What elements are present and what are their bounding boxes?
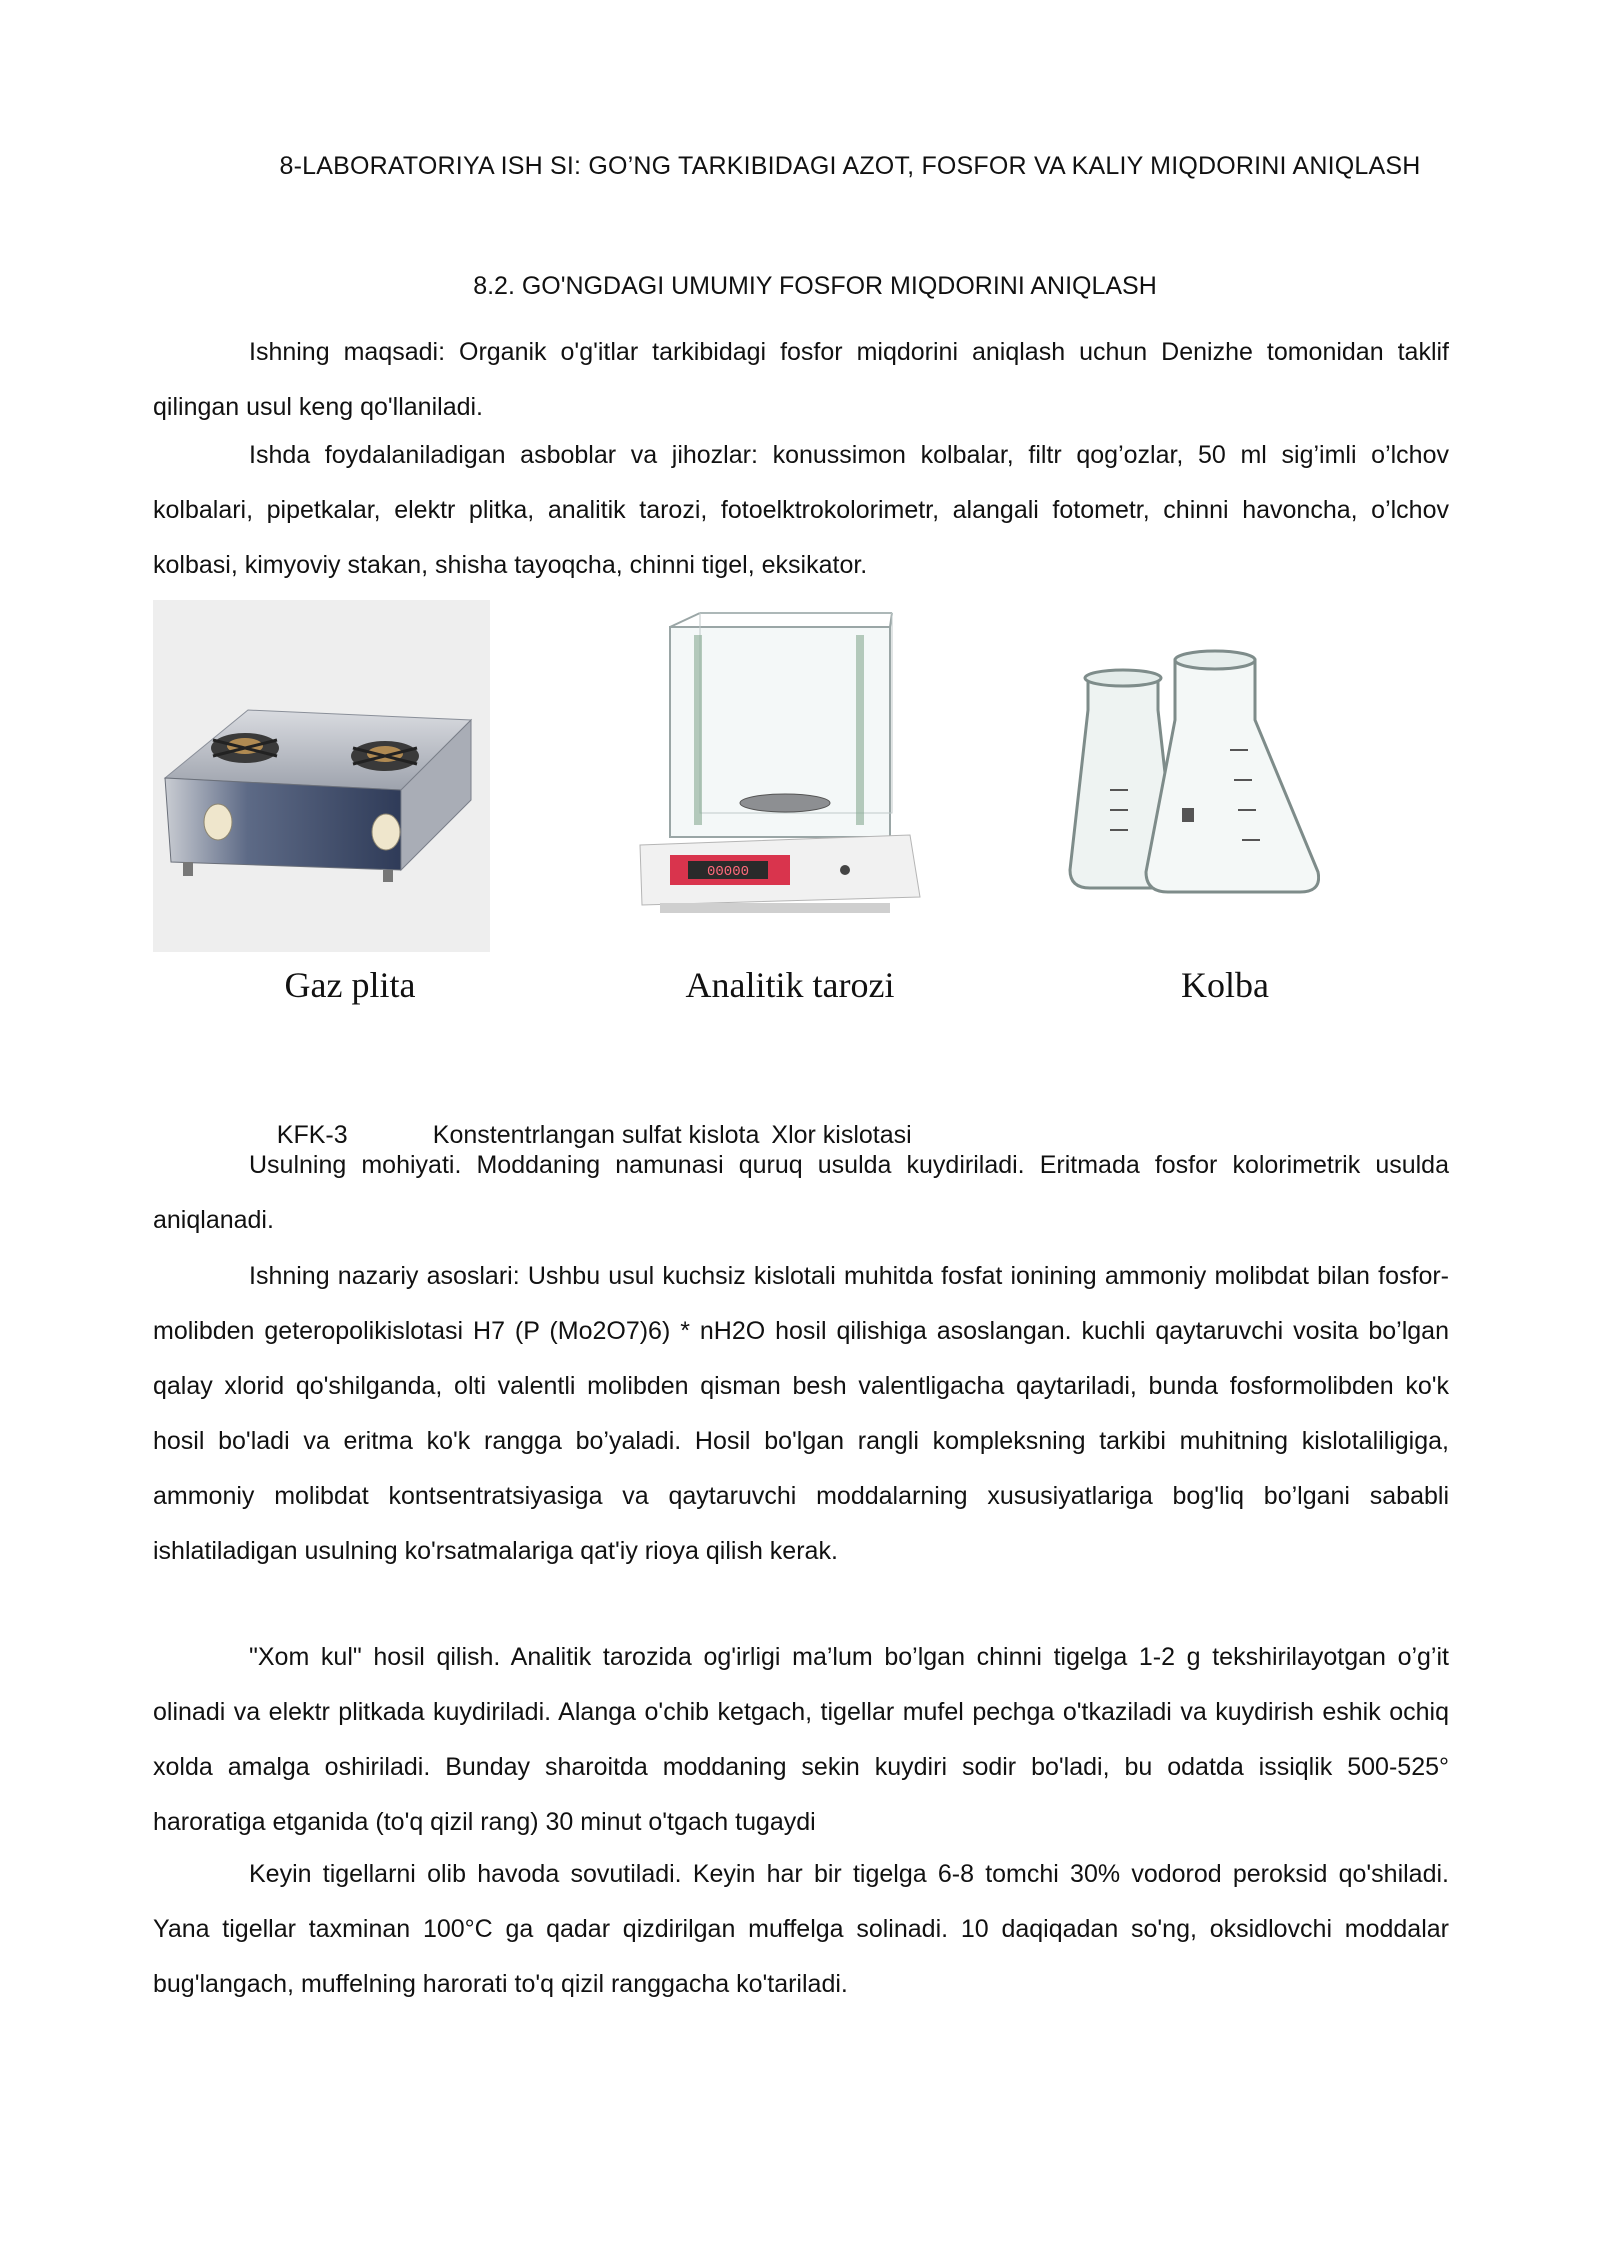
figure-caption-gas-stove: Gaz plita xyxy=(284,965,416,1005)
gas-stove-icon xyxy=(153,600,490,952)
gas-stove-image xyxy=(153,600,490,952)
analytical-balance-image xyxy=(630,605,930,925)
figure-caption-flask: Kolba xyxy=(1181,965,1269,1005)
flask-icon xyxy=(1050,640,1320,900)
balance-display: 00000 xyxy=(706,864,750,880)
reagent-label-kfk: KFK-3 xyxy=(276,1121,348,1149)
reagent-label-chloric: Xlor kislotasi xyxy=(771,1121,912,1149)
method-essence-paragraph: Usulning mohiyati. Moddaning namunasi quruq usulda kuydiriladi. Eritmada fosfor kolorimetrik usulda aniqlanadi. xyxy=(153,1151,1449,1234)
ash-paragraph: "Xom kul" hosil qilish. Analitik tarozida og'irligi ma’lum bo’lgan chinni tigelga 1-2 g tekshirilayotgan o’g’it olinadi va elektr plitkada kuydiriladi. Alanga o'chib ketgach, tigellar mufel pechga o'tkaziladi va kuydirish eshik ochiq xolda amalga oshiriladi. Bunday sharoitda moddaning sekin kuydiri sodir bo'ladi, bu odatda issiqlik 500-525° haroratiga etganida (to'q qizil rang) 30 minut o'tgach tugaydi xyxy=(153,1643,1449,1836)
document-title: 8-LABORATORIYA ISH SI: GO’NG TARKIBIDAGI AZOT, FOSFOR VA KALIY MIQDORINI ANIQLASH xyxy=(279,152,1421,180)
equipment-paragraph: Ishda foydalaniladigan asboblar va jihozlar: konussimon kolbalar, filtr qog’ozlar, 50 ml sig’imli o’lchov kolbalari, pipetkalar, elektr plitka, analitik tarozi, fotoelktrokolorimetr, alangali fotometr, chinni havoncha, o’lchov kolbasi, kimyoviy stakan, shisha tayoqcha, chinni tigel, eksikator. xyxy=(153,441,1449,579)
reagent-label-sulfuric: Konstentrlangan sulfat kislota xyxy=(432,1121,760,1149)
analytical-balance-icon xyxy=(630,605,930,925)
section-title: 8.2. GO'NGDAGI UMUMIY FOSFOR MIQDORINI ANIQLASH xyxy=(473,272,1157,300)
figure-caption-balance: Analitik tarozi xyxy=(685,965,895,1005)
flask-image xyxy=(1050,640,1320,900)
cooling-paragraph: Keyin tigellarni olib havoda sovutiladi. Keyin har bir tigelga 6-8 tomchi 30% vodorod peroksid qo'shiladi. Yana tigellar taxminan 100°C ga qadar qizdirilgan muffelga solinadi. 10 daqiqadan so'ng, oksidlovchi moddalar bug'langach, muffelning harorati to'q qizil ranggacha ko'tariladi. xyxy=(153,1860,1449,1998)
purpose-paragraph: Ishning maqsadi: Organik o'g'itlar tarkibidagi fosfor miqdorini aniqlash uchun Denizhe tomonidan taklif qilingan usul keng qo'llaniladi. xyxy=(153,338,1449,421)
theory-paragraph: Ishning nazariy asoslari: Ushbu usul kuchsiz kislotali muhitda fosfat ionining ammoniy molibdat bilan fosfor-molibden geteropolikislotasi H7 (P (Mo2O7)6) * nH2O hosil qilishiga asoslangan. kuchli qaytaruvchi vosita bo’lgan qalay xlorid qo'shilganda, olti valentli molibden qisman besh valentligacha qaytariladi, bunda fosformolibden ko'k hosil bo'ladi va eritma ko'k rangga bo’yaladi. Hosil bo'lgan rangli kompleksning tarkibi muhitning kislotaliligiga, ammoniy molibdat kontsentratsiyasiga va qaytaruvchi moddalarning xususiyatlariga bog'liq bo’lgani sababli ishlatiladigan usulning ko'rsatmalariga qat'iy rioya qilish kerak. xyxy=(153,1262,1449,1565)
